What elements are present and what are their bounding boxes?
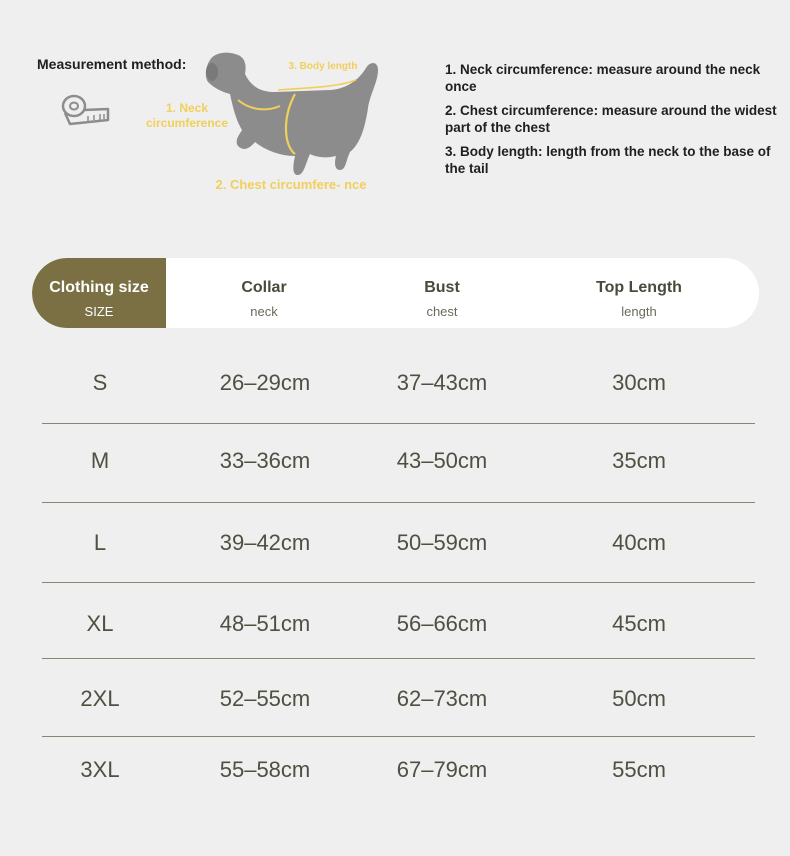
row-divider — [42, 423, 755, 424]
header-collar — [204, 258, 324, 328]
bust-cell: 37–43cm — [396, 370, 488, 395]
bust-cell: 62–73cm — [396, 686, 488, 711]
header-bust-sub: chest — [426, 304, 458, 319]
length-cell: 50cm — [612, 686, 666, 711]
collar-cell: 52–55cm — [219, 686, 311, 711]
length-cell: 35cm — [612, 448, 666, 473]
size-cell: S — [92, 370, 108, 395]
row-divider — [42, 502, 755, 503]
size-cell: L — [93, 530, 107, 555]
body-length-label: 3. Body length — [288, 61, 358, 72]
size-cell: M — [90, 448, 110, 473]
collar-cell: 33–36cm — [219, 448, 311, 473]
chest-label: 2. Chest circumfere- nce — [215, 177, 367, 192]
tape-measure-icon — [60, 92, 112, 128]
header-top-length-sub: length — [621, 304, 657, 319]
bust-cell: 43–50cm — [396, 448, 488, 473]
length-cell: 45cm — [612, 611, 666, 636]
step-body: 3. Body length: length from the neck to the base of the tail — [445, 144, 771, 176]
header-collar-title: Collar — [241, 279, 287, 296]
header-collar-sub: neck — [250, 304, 278, 319]
header-top-length — [559, 258, 719, 328]
neck-label: 1. Neck circumference — [145, 101, 229, 130]
collar-cell: 55–58cm — [219, 757, 311, 782]
row-divider — [42, 582, 755, 583]
row-divider — [42, 736, 755, 737]
step-chest: 2. Chest circumference: measure around the widest part of the chest — [445, 103, 777, 135]
bust-cell: 56–66cm — [396, 611, 488, 636]
bust-cell: 67–79cm — [396, 757, 488, 782]
length-cell: 55cm — [612, 757, 666, 782]
size-cell: 2XL — [80, 686, 120, 711]
collar-cell: 39–42cm — [219, 530, 311, 555]
size-table-header — [32, 258, 759, 328]
step-neck: 1. Neck circumference: measure around the neck once — [445, 62, 761, 94]
collar-cell: 26–29cm — [219, 370, 311, 395]
measurement-steps — [445, 61, 785, 184]
length-cell: 30cm — [612, 370, 666, 395]
header-size — [32, 258, 166, 328]
header-size-title: Clothing size — [49, 279, 149, 296]
header-bust-title: Bust — [424, 279, 460, 296]
bust-cell: 50–59cm — [396, 530, 488, 555]
size-cell: XL — [86, 611, 114, 636]
measurement-title: Measurement method: — [37, 56, 187, 72]
size-cell: 3XL — [80, 757, 120, 782]
length-cell: 40cm — [612, 530, 666, 555]
row-divider — [42, 658, 755, 659]
header-bust — [382, 258, 502, 328]
header-top-length-title: Top Length — [596, 279, 682, 296]
header-size-sub: SIZE — [84, 304, 114, 319]
collar-cell: 48–51cm — [219, 611, 311, 636]
